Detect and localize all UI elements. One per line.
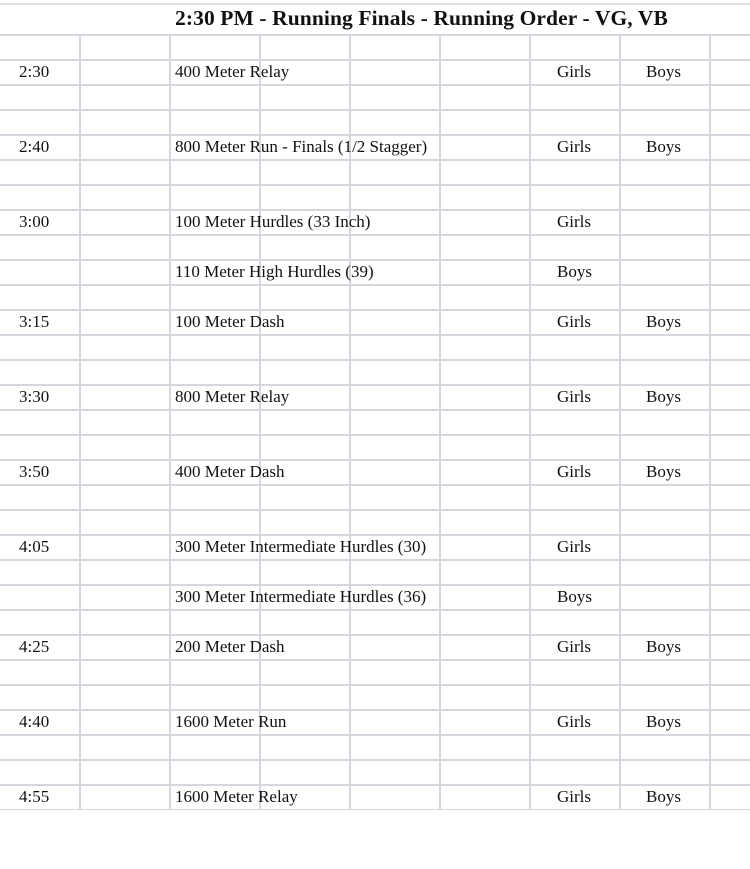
event-cell: 1600 Meter Run xyxy=(175,712,287,731)
schedule-row xyxy=(0,585,750,610)
schedule-row xyxy=(0,385,750,410)
page-title: 2:30 PM - Running Finals - Running Order - VG, VB xyxy=(175,6,668,30)
division-cell: Girls xyxy=(557,787,591,806)
schedule-row xyxy=(0,210,750,235)
division-cell: Boys xyxy=(557,262,592,281)
division-cell: Girls xyxy=(557,537,591,556)
event-cell: 110 Meter High Hurdles (39) xyxy=(175,262,374,281)
time-cell: 3:00 xyxy=(19,212,50,231)
division-cell: Girls xyxy=(557,712,591,731)
event-cell: 800 Meter Run - Finals (1/2 Stagger) xyxy=(175,137,428,156)
division-cell: Boys xyxy=(646,62,681,81)
division-cell: Boys xyxy=(646,312,681,331)
time-cell: 2:40 xyxy=(19,137,50,156)
division-cell: Boys xyxy=(646,387,681,406)
time-cell: 4:55 xyxy=(19,787,50,806)
time-cell: 4:40 xyxy=(19,712,50,731)
event-cell: 200 Meter Dash xyxy=(175,637,285,656)
schedule-row xyxy=(0,310,750,335)
division-cell: Girls xyxy=(557,212,591,231)
schedule-row xyxy=(0,710,750,735)
schedule-row xyxy=(0,60,750,85)
event-cell: 100 Meter Dash xyxy=(175,312,285,331)
division-cell: Boys xyxy=(646,712,681,731)
time-cell: 3:15 xyxy=(19,312,50,331)
schedule-row xyxy=(0,460,750,485)
event-cell: 400 Meter Relay xyxy=(175,62,290,81)
time-cell: 3:50 xyxy=(19,462,50,481)
time-cell: 3:30 xyxy=(19,387,50,406)
division-cell: Girls xyxy=(557,387,591,406)
event-cell: 300 Meter Intermediate Hurdles (36) xyxy=(175,587,427,606)
division-cell: Girls xyxy=(557,312,591,331)
event-cell: 800 Meter Relay xyxy=(175,387,290,406)
schedule-row xyxy=(0,785,750,810)
time-cell: 4:25 xyxy=(19,637,50,656)
schedule-row xyxy=(0,135,750,160)
time-cell: 2:30 xyxy=(19,62,50,81)
schedule-row xyxy=(0,635,750,660)
event-cell: 100 Meter Hurdles (33 Inch) xyxy=(175,212,371,231)
event-cell: 1600 Meter Relay xyxy=(175,787,298,806)
event-cell: 400 Meter Dash xyxy=(175,462,285,481)
division-cell: Girls xyxy=(557,62,591,81)
schedule-row xyxy=(0,260,750,285)
time-cell: 4:05 xyxy=(19,537,50,556)
division-cell: Girls xyxy=(557,462,591,481)
division-cell: Boys xyxy=(646,787,681,806)
event-cell: 300 Meter Intermediate Hurdles (30) xyxy=(175,537,427,556)
division-cell: Boys xyxy=(646,637,681,656)
division-cell: Girls xyxy=(557,137,591,156)
schedule-row xyxy=(0,535,750,560)
division-cell: Boys xyxy=(557,587,592,606)
division-cell: Girls xyxy=(557,637,591,656)
division-cell: Boys xyxy=(646,462,681,481)
division-cell: Boys xyxy=(646,137,681,156)
